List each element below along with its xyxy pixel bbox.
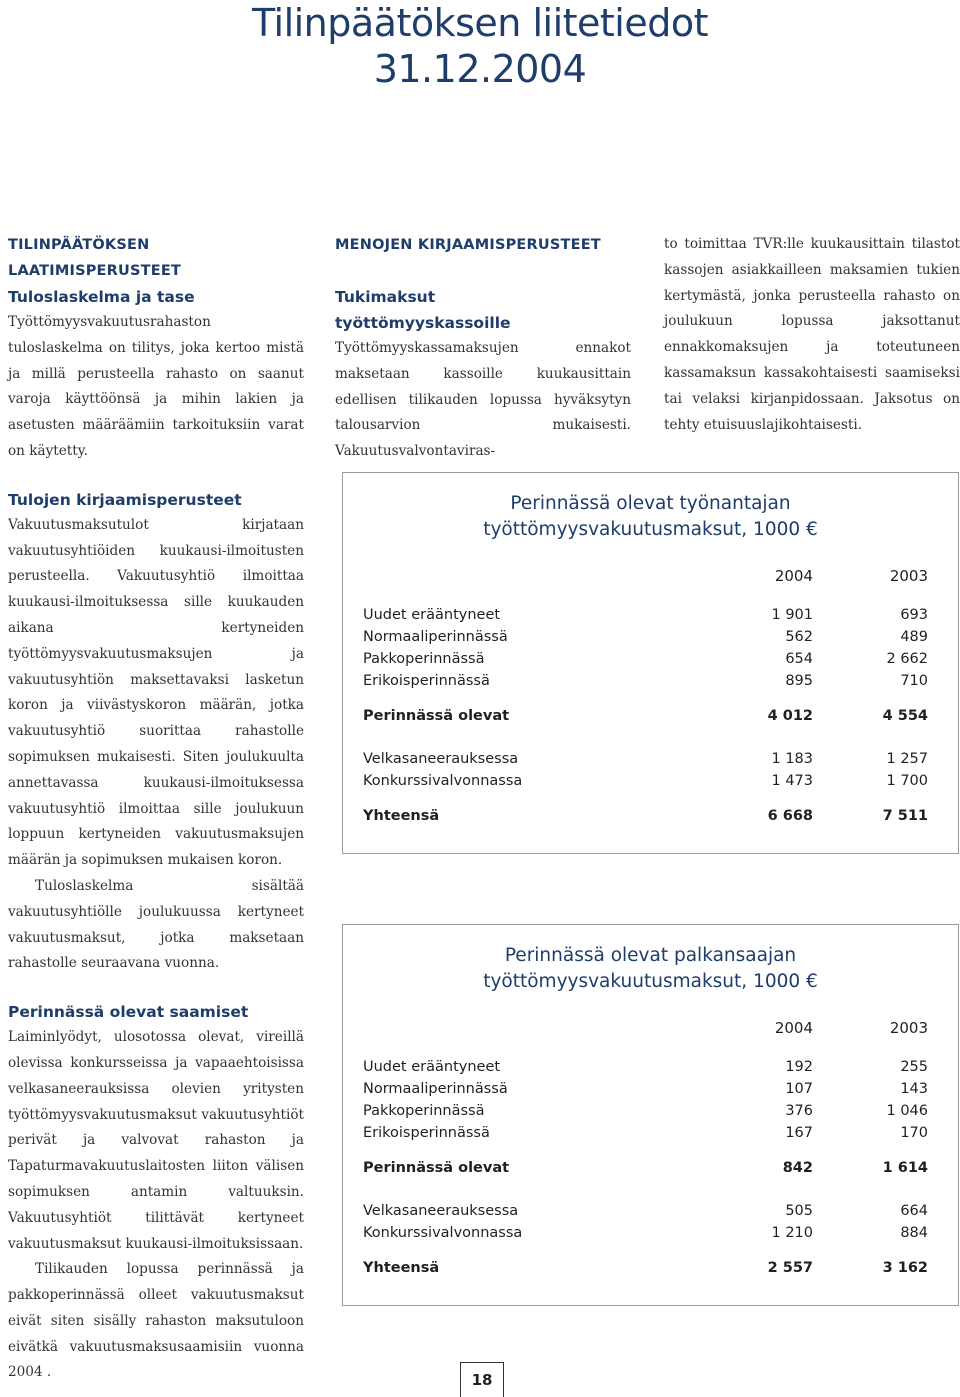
column-header-year: 2004	[774, 567, 813, 585]
cell-2003: 884	[900, 1225, 928, 1241]
cell-2003: 1 046	[886, 1103, 928, 1119]
table-row	[363, 1160, 928, 1182]
section-heading-expense-principles: MENOJEN KIRJAAMISPERUSTEET	[335, 237, 601, 253]
cell-2004: 4 012	[767, 708, 813, 724]
cell-2003: 664	[900, 1203, 928, 1219]
cell-2004: 654	[785, 651, 813, 667]
paragraph-income-recording	[8, 513, 304, 977]
table-row	[363, 673, 928, 695]
section-heading-accounting-principles: TILINPÄÄTÖKSEN LAATIMISPERUSTEET	[8, 237, 182, 279]
paragraph-text: Tuloslaskelma sisältää vakuutusyhtiölle joulukuussa kertyneet vakuutusmaksut, jotka maksetaan rahastolle seuraavana vuonna.	[8, 877, 304, 972]
cell-2004: 1 473	[771, 773, 813, 789]
cell-2004: 6 668	[767, 808, 813, 824]
cell-2003: 7 511	[882, 808, 928, 824]
row-label: Uudet erääntyneet	[363, 607, 501, 623]
table-row	[363, 1225, 928, 1247]
table-row	[363, 808, 928, 830]
row-label: Konkurssivalvonnassa	[363, 773, 523, 789]
row-label: Yhteensä	[363, 808, 440, 824]
row-label: Velkasaneerauksessa	[363, 1203, 519, 1219]
paragraph-statistics	[664, 232, 960, 438]
cell-2003: 1 700	[886, 773, 928, 789]
column-header-year: 2003	[889, 567, 928, 585]
row-label: Pakkoperinnässä	[363, 651, 485, 667]
subheading-income-statement: Tuloslaskelma ja tase	[8, 288, 195, 306]
subheading-line: työttömyyskassoille	[335, 314, 511, 332]
table-row	[363, 1125, 928, 1147]
cell-2004: 842	[782, 1160, 813, 1176]
subheading-receivables: Perinnässä olevat saamiset	[8, 1003, 249, 1022]
row-label: Normaaliperinnässä	[363, 629, 508, 645]
row-label: Pakkoperinnässä	[363, 1103, 485, 1119]
column-header-year: 2003	[889, 1019, 928, 1037]
table-employer-contributions	[342, 472, 959, 854]
row-label: Velkasaneerauksessa	[363, 751, 519, 767]
table-title	[343, 491, 958, 543]
table-row	[363, 708, 928, 730]
cell-2003: 170	[900, 1125, 928, 1141]
row-label: Erikoisperinnässä	[363, 1125, 490, 1141]
row-label: Perinnässä olevat	[363, 1160, 510, 1176]
cell-2003: 3 162	[882, 1260, 928, 1276]
cell-2003: 143	[900, 1081, 928, 1097]
cell-2004: 1 901	[771, 607, 813, 623]
row-label: Uudet erääntyneet	[363, 1059, 501, 1075]
table-row	[363, 1081, 928, 1103]
cell-2003: 2 662	[886, 651, 928, 667]
paragraph-text: Vakuutusmaksutulot kirjataan vakuutusyhtiöiden kuukausi-ilmoitusten perusteella. Vakuutusyhtiö ilmoittaa kuukausi-ilmoituksessa sille kuukauden aikana kertyneiden työttömyysvakuutusmaksujen ja vakuutusyhtiön maksettavaksi lasketun koron ja viivästyskoron määrän, jotka vakuutusyhtiö suorittaa rahastolle sopimuksen mukaisesti. Siten joulukuulta annettavassa kuukausi-ilmoituksessa vakuutusyhtiö ilmoittaa sille joulukuun loppuun kertyneiden vakuutusmaksujen määrän ja sopimuksen mukaisen koron.	[8, 516, 304, 869]
paragraph-support-payments	[335, 336, 631, 465]
page-title	[0, 0, 960, 92]
table-title-line: Perinnässä olevat työnantajan	[510, 493, 791, 514]
page-title-line1: Tilinpäätöksen liitetiedot	[251, 1, 709, 45]
paragraph-text: Työttömyyskassamaksujen ennakot maksetaan kassoille kuukausittain edellisen tilikauden lopussa hyväksytyn talousarvion mukaisesti. Vakuutusvalvontaviras-	[335, 340, 631, 460]
cell-2004: 2 557	[767, 1260, 813, 1276]
table-row	[363, 651, 928, 673]
cell-2004: 376	[785, 1103, 813, 1119]
paragraph-text: to toimittaa TVR:lle kuukausittain tilastot kassojen asiakkailleen maksamien tukien kertymästä, jonka perusteella rahasto on joulukuun lopussa jaksottanut ennakkomaksujen ja toteutuneen kassamaksun kassakohtaisesti saamiseksi tai velaksi kirjanpidossaan. Jaksotus on tehty etuisuuslajikohtaisesti.	[664, 236, 960, 433]
row-label: Perinnässä olevat	[363, 708, 510, 724]
cell-2003: 489	[900, 629, 928, 645]
cell-2003: 1 257	[886, 751, 928, 767]
table-row	[363, 1103, 928, 1125]
cell-2003: 255	[900, 1059, 928, 1075]
row-label: Yhteensä	[363, 1260, 440, 1276]
table-row	[363, 1203, 928, 1225]
table-row	[363, 1059, 928, 1081]
page-number: 18	[460, 1362, 504, 1397]
cell-2004: 192	[785, 1059, 813, 1075]
table-row	[363, 773, 928, 795]
paragraph-receivables	[8, 1025, 304, 1386]
column-left	[8, 232, 304, 1386]
cell-2004: 505	[785, 1203, 813, 1219]
table-title-line: työttömyysvakuutusmaksut, 1000 €	[483, 519, 818, 540]
table-title	[343, 943, 958, 995]
table-title-line: Perinnässä olevat palkansaajan	[504, 945, 797, 966]
paragraph-text: Työttömyysvakuutusrahaston tuloslaskelma on tilitys, joka kertoo mistä ja millä perusteella rahasto on saanut varoja käyttöönsä ja mihin lakien ja asetusten määräämiin tarkoituksiin varat on käytetty.	[8, 314, 304, 459]
cell-2004: 1 210	[771, 1225, 813, 1241]
table-row	[363, 629, 928, 651]
column-header-year: 2004	[774, 1019, 813, 1037]
cell-2003: 710	[900, 673, 928, 689]
column-right	[664, 232, 960, 438]
row-label: Erikoisperinnässä	[363, 673, 490, 689]
cell-2003: 1 614	[882, 1160, 928, 1176]
cell-2003: 693	[900, 607, 928, 623]
table-title-line: työttömyysvakuutusmaksut, 1000 €	[483, 971, 818, 992]
table-row	[363, 751, 928, 773]
cell-2004: 1 183	[771, 751, 813, 767]
subheading-line: Tukimaksut	[335, 288, 436, 306]
cell-2004: 562	[785, 629, 813, 645]
page-title-line2: 31.12.2004	[373, 47, 587, 91]
paragraph-text: Tilikauden lopussa perinnässä ja pakkoperinnässä olleet vakuutusmaksut eivät siten sisälly rahaston maksutuloon eivätkä vakuutusmaksusaamisiin vuonna 2004 .	[8, 1261, 304, 1381]
column-middle	[335, 232, 631, 465]
table-row	[363, 607, 928, 629]
row-label: Konkurssivalvonnassa	[363, 1225, 523, 1241]
subheading-income-recording: Tulojen kirjaamisperusteet	[8, 490, 242, 509]
paragraph-text: Laiminlyödyt, ulosotossa olevat, vireillä olevissa konkursseissa ja vapaaehtoisissa velkasaneerauksissa olevien yritysten työttömyysvakuutusmaksut vakuutusyhtiöt perivät ja valvovat rahaston ja Tapaturmavakuutuslaitosten liiton välisen sopimuksen antamin valtuuksin. Vakuutusyhtiöt tilittävät kertyneet vakuutusmaksut kuukausi-ilmoituksissaan.	[8, 1029, 304, 1252]
subheading-support-payments	[335, 284, 631, 336]
paragraph-income-statement	[8, 310, 304, 465]
cell-2004: 167	[785, 1125, 813, 1141]
row-label: Normaaliperinnässä	[363, 1081, 508, 1097]
cell-2003: 4 554	[882, 708, 928, 724]
table-employee-contributions	[342, 924, 959, 1306]
table-row	[363, 1260, 928, 1282]
cell-2004: 895	[785, 673, 813, 689]
cell-2004: 107	[785, 1081, 813, 1097]
